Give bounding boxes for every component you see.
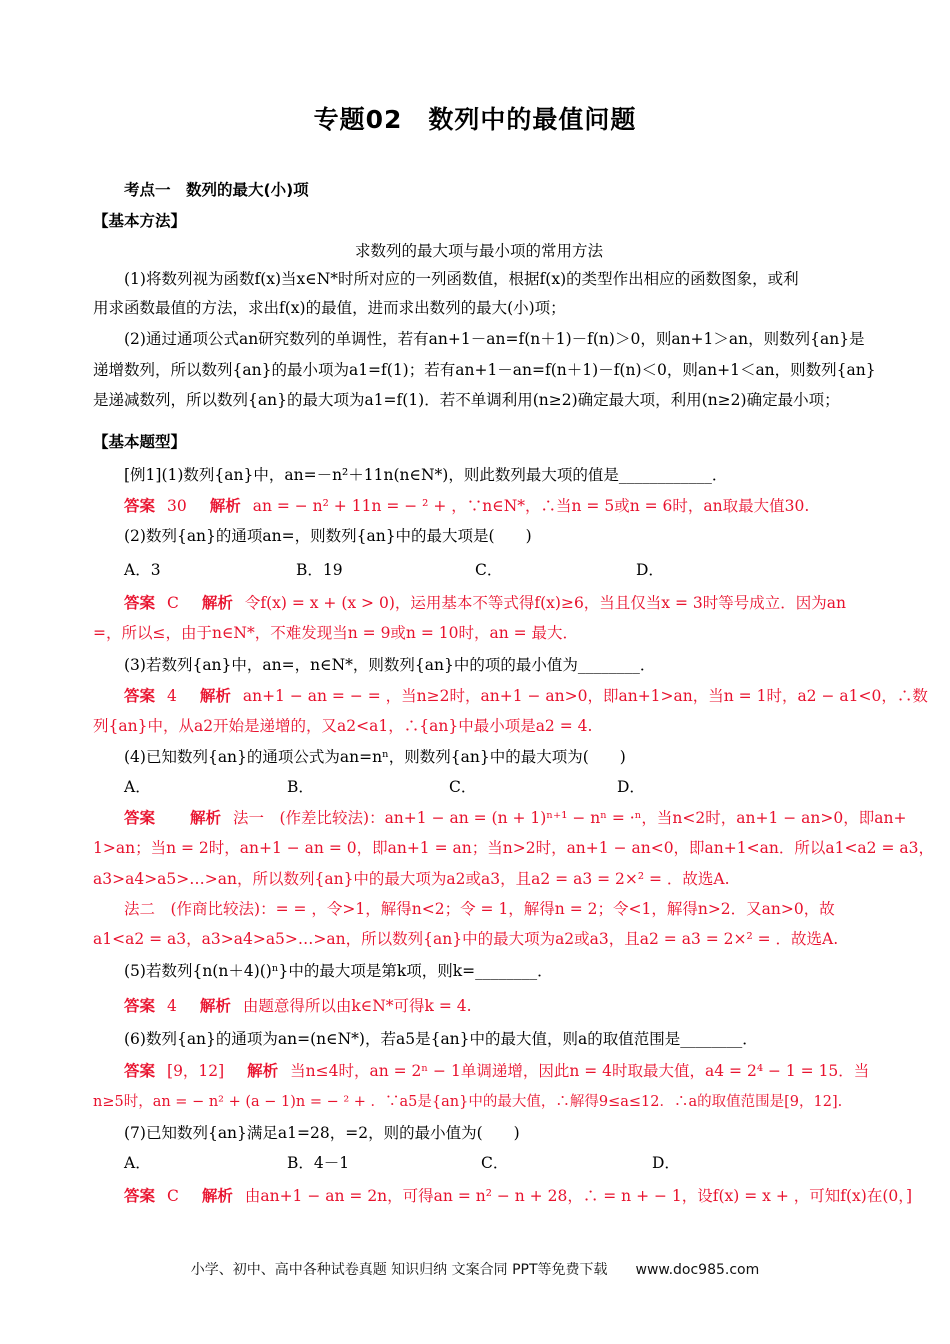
question-3: (3)若数列{an}中，an=，n∈N*，则数列{an}中的项的最小值为________．: [124, 656, 656, 674]
analysis-text: an = − n² + 11n = − ² + ，∵n∈N*，∴当n = 5或n = 6时，an取最大值30.: [252, 497, 810, 515]
answer-tag: 答案: [124, 497, 156, 515]
types-heading: 【基本题型】: [93, 433, 187, 451]
option-a: A．3: [124, 561, 161, 579]
analysis-tag: 解析: [189, 809, 221, 827]
method-line: 是递减数列，所以数列{an}的最大项为a1=f(1)．若不单调利用(n≥2)确定最大项，利用(n≥2)确定最小项；: [93, 391, 840, 409]
answer-value: C: [167, 1187, 179, 1205]
answer-3: [124, 686, 928, 706]
analysis-tag: 解析: [201, 594, 233, 612]
answer-5: [124, 996, 865, 1016]
analysis-tag: 解析: [209, 497, 241, 515]
option-d: D．: [636, 561, 664, 579]
page-footer: 小学、初中、高中各种试卷真题 知识归纳 文案合同 PPT等免费下载 www.doc985.com: [190, 1262, 760, 1278]
answer-value: 30: [167, 497, 187, 515]
option-a: A．: [124, 778, 151, 796]
option-b: B．: [287, 778, 314, 796]
analysis-text: 由an+1 − an = 2n，可得an = n² − n + 28，∴ = n + − 1，设f(x) = x + ，可知f(x)在(0，]: [244, 1187, 913, 1205]
option-c: C．: [481, 1154, 509, 1172]
method-line: (1)将数列视为函数f(x)当x∈N*时所对应的一列函数值，根据f(x)的类型作出相应的函数图象，或利: [124, 270, 799, 288]
answer-value: C: [167, 594, 179, 612]
answer-tag: 答案: [124, 1062, 156, 1080]
option-c: C．: [475, 561, 503, 579]
method-heading: 【基本方法】: [93, 212, 187, 230]
analysis-text: an+1 − an = − = ，当n≥2时，an+1 − an>0，即an+1>an，当n = 1时，a2 − a1<0，∴数: [242, 687, 928, 705]
answer-value: 4: [167, 687, 177, 705]
analysis-text: 令f(x) = x + (x > 0)，运用基本不等式得f(x)≥6，当且仅当x = 3时等号成立．因为an: [244, 594, 846, 612]
analysis-line: a3>a4>a5>…>an，所以数列{an}中的最大项为a2或a3，且a2 = a3 = 2×² = ．故选A.: [93, 870, 730, 888]
answer-value: [9，12]: [167, 1062, 225, 1080]
answer-tag: 答案: [124, 594, 156, 612]
analysis-line: 1>an；当n = 2时，an+1 − an = 0，即an+1 = an；当n>2时，an+1 − an<0，即an+1<an．所以a1<a2 = a3，: [93, 839, 934, 857]
method-line: 用求函数最值的方法，求出f(x)的最值，进而求出数列的最大(小)项；: [93, 299, 566, 317]
analysis-tag: 解析: [199, 997, 231, 1015]
question-4: (4)已知数列{an}的通项公式为an=nⁿ，则数列{an}中的最大项为( ): [124, 748, 626, 766]
page-title: 专题02 数列中的最值问题: [313, 105, 637, 134]
method-line: (2)通过通项公式an研究数列的单调性，若有an+1－an=f(n＋1)－f(n)＞0，则an+1＞an，则数列{an}是: [124, 330, 865, 348]
analysis-tag: 解析: [199, 687, 231, 705]
question-1: [例1](1)数列{an}中，an=－n²＋11n(n∈N*)，则此数列最大项的值是____________．: [124, 466, 728, 484]
analysis-text: 当n≤4时，an = 2ⁿ − 1单调递增，因此n = 4时取最大值，a4 = 2⁴ − 1 = 15．当: [290, 1062, 870, 1080]
option-d: D．: [617, 778, 645, 796]
answer-tag: 答案: [124, 997, 156, 1015]
answer-6: [124, 1061, 870, 1081]
answer-value: 4: [167, 997, 177, 1015]
analysis-text: 由题意得所以由k∈N*可得k = 4.: [242, 997, 472, 1015]
analysis-line: =，所以≤，由于n∈N*，不难发现当n = 9或n = 10时，an = 最大．: [93, 624, 579, 642]
option-b: B．19: [296, 561, 343, 579]
question-5: (5)若数列{n(n＋4)()ⁿ}中的最大项是第k项，则k=________．: [124, 962, 553, 980]
analysis-line: n≥5时，an = − n² + (a − 1)n = − ² + ．∵a5是{an}中的最大值，∴解得9≤a≤12．∴a的取值范围是[9，12].: [93, 1094, 843, 1110]
analysis-tag: 解析: [247, 1062, 279, 1080]
answer-2: [124, 593, 865, 613]
analysis-text: 法一 (作差比较法)：an+1 − an = (n + 1)ⁿ⁺¹ − nⁿ = ·ⁿ，当n<2时，an+1 − an>0，即an+: [232, 809, 907, 827]
method-subtitle: 求数列的最大项与最小项的常用方法: [354, 242, 603, 260]
question-2: (2)数列{an}的通项an=，则数列{an}中的最大项是( ): [124, 527, 532, 545]
analysis-tag: 解析: [201, 1187, 233, 1205]
answer-tag: 答案: [124, 1187, 156, 1205]
question-6: (6)数列{an}的通项为an=(n∈N*)，若a5是{an}中的最大值，则a的取值范围是________．: [124, 1030, 758, 1048]
answer-4: [124, 808, 907, 828]
analysis-line: 列{an}中，从a2开始是递增的，又a2<a1，∴{an}中最小项是a2 = 4.: [93, 717, 593, 735]
option-d: D．: [652, 1154, 680, 1172]
answer-7: [124, 1186, 913, 1206]
analysis-line: a1<a2 = a3，a3>a4>a5>…>an，所以数列{an}中的最大项为a2或a3，且a2 = a3 = 2×² = ．故选A.: [93, 930, 839, 948]
answer-tag: 答案: [124, 809, 156, 827]
option-b: B．4－1: [287, 1154, 350, 1172]
analysis-line: 法二 (作商比较法)：= = ，令>1，解得n<2；令 = 1，解得n = 2；令<1，解得n>2．又an>0，故: [124, 900, 835, 918]
answer-tag: 答案: [124, 687, 156, 705]
option-c: C．: [449, 778, 477, 796]
question-7: (7)已知数列{an}满足a1=28，=2，则的最小值为( ): [124, 1124, 520, 1142]
option-a: A．: [124, 1154, 151, 1172]
answer-1: [124, 496, 865, 516]
method-line: 递增数列，所以数列{an}的最小项为a1=f(1)；若有an+1－an=f(n＋1)－f(n)＜0，则an+1＜an，则数列{an}: [93, 361, 876, 379]
section-heading: 考点一 数列的最大(小)项: [124, 181, 309, 199]
